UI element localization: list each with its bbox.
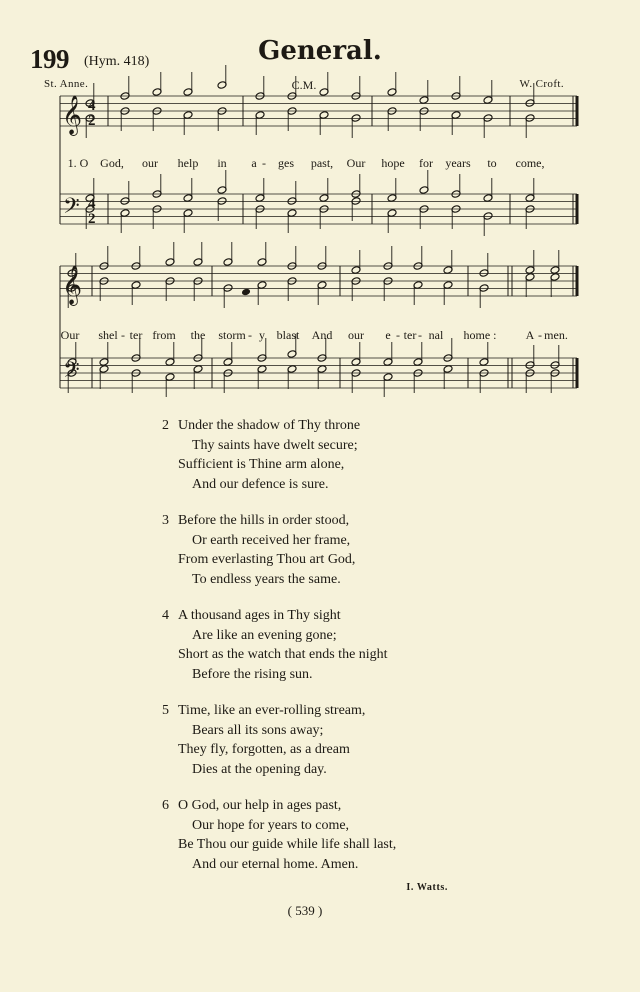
lyric-syllable: ter xyxy=(403,328,417,342)
lyric-syllable: come, xyxy=(515,156,545,170)
lyric-syllable: men. xyxy=(544,328,568,342)
verse-line: Before the rising sun. xyxy=(192,666,313,682)
lyric-syllable: our xyxy=(348,328,364,342)
verse-2 xyxy=(0,418,640,513)
verse-line: Dies at the opening day. xyxy=(192,761,327,777)
verse-number: 5 xyxy=(162,703,169,718)
treble-clef-icon: 𝄞 xyxy=(62,265,83,305)
lyric-syllable: the xyxy=(190,328,206,342)
verse-3 xyxy=(0,513,640,608)
verse-line: Before the hills in order stood, xyxy=(178,513,350,528)
bass-clef-icon: 𝄢 xyxy=(63,358,80,388)
lyric-syllable: e xyxy=(385,328,391,342)
lyric-syllable: a xyxy=(251,156,257,170)
verse-line: Be Thou our guide while life shall last, xyxy=(178,837,397,852)
verse-line: They fly, forgotten, as a dream xyxy=(178,742,350,757)
verse-5 xyxy=(0,703,640,798)
verse-line: Our hope for years to come, xyxy=(192,817,350,833)
lyric-syllable: storm xyxy=(218,328,246,342)
lyric-syllable: to xyxy=(487,156,497,170)
verses xyxy=(0,418,640,893)
lyric-syllable: - xyxy=(248,328,252,342)
lyric-syllable: And xyxy=(311,328,333,342)
verse-line: Short as the watch that ends the night xyxy=(178,647,388,662)
time-signature-bottom: 2 xyxy=(88,113,96,129)
verse-line: And our defence is sure. xyxy=(192,476,329,492)
lyric-syllable: from xyxy=(152,328,176,342)
time-signature-top: 4 xyxy=(88,196,96,212)
verse-line: And our eternal home. Amen. xyxy=(192,856,359,872)
lyric-syllable: for xyxy=(419,156,433,170)
tune-name: St. Anne. xyxy=(44,78,89,90)
lyric-syllable: in xyxy=(217,156,227,170)
lyric-syllable: years xyxy=(445,156,471,170)
verse-line: O God, our help in ages past, xyxy=(178,798,342,813)
lyric-syllable: hope xyxy=(381,156,405,170)
lyric-syllable: past, xyxy=(310,156,334,170)
verse-line: Thy saints have dwelt secure; xyxy=(192,437,358,453)
lyric-syllable: our xyxy=(142,156,158,170)
note-head-filled xyxy=(241,288,251,297)
hymn-number: 199 xyxy=(30,44,69,74)
verse-number: 2 xyxy=(162,418,169,433)
composer: W. Croft. xyxy=(519,78,564,90)
verse-6 xyxy=(0,798,640,893)
lyric-syllable: 1. O xyxy=(67,156,89,170)
lyric-syllable: shel xyxy=(98,328,118,342)
verse-number: 4 xyxy=(162,608,169,623)
bass-clef-icon: 𝄢 xyxy=(63,194,80,224)
lyric-syllable: - xyxy=(418,328,422,342)
lyric-syllable: y xyxy=(259,328,265,342)
lyric-syllable: home : xyxy=(463,328,497,342)
lyric-syllable: - xyxy=(538,328,542,342)
treble-clef-icon: 𝄞 xyxy=(62,95,83,135)
verse-line: Bears all its sons away; xyxy=(192,722,324,738)
verse-line: Are like an evening gone; xyxy=(192,627,337,643)
lyric-syllable: - xyxy=(396,328,400,342)
author: I. Watts. xyxy=(406,882,448,893)
verse-line: Time, like an ever-rolling stream, xyxy=(178,703,366,718)
lyric-syllable: Our xyxy=(60,328,80,342)
hymn-reference: (Hym. 418) xyxy=(84,54,150,69)
lyric-syllable: nal xyxy=(428,328,444,342)
lyric-syllable: A xyxy=(525,328,535,342)
verse-line: To endless years the same. xyxy=(192,571,341,587)
lyric-syllable: God, xyxy=(100,156,124,170)
verse-line: Sufficient is Thine arm alone, xyxy=(178,457,345,472)
time-signature-bottom: 2 xyxy=(88,211,96,227)
lyric-syllable: help xyxy=(177,156,199,170)
page-number: ( 539 ) xyxy=(287,903,323,918)
verse-line: From everlasting Thou art God, xyxy=(178,552,356,567)
verse-number: 3 xyxy=(162,513,169,528)
lyric-syllable: Our xyxy=(346,156,366,170)
verse-4 xyxy=(0,608,640,703)
section-title: General. xyxy=(258,36,382,66)
music-score xyxy=(0,0,640,410)
lyric-syllable: - xyxy=(262,156,266,170)
time-signature-top: 4 xyxy=(88,98,96,114)
lyric-syllable: - xyxy=(121,328,125,342)
verse-number: 6 xyxy=(162,798,169,813)
verse-line: A thousand ages in Thy sight xyxy=(178,608,341,623)
lyric-syllable: blast xyxy=(276,328,300,342)
meter: C.M. xyxy=(291,78,317,92)
lyric-syllable: ter xyxy=(129,328,143,342)
verse-line: Or earth received her frame, xyxy=(192,532,351,548)
verse-line: Under the shadow of Thy throne xyxy=(178,418,361,433)
lyric-syllable: ges xyxy=(278,156,294,170)
